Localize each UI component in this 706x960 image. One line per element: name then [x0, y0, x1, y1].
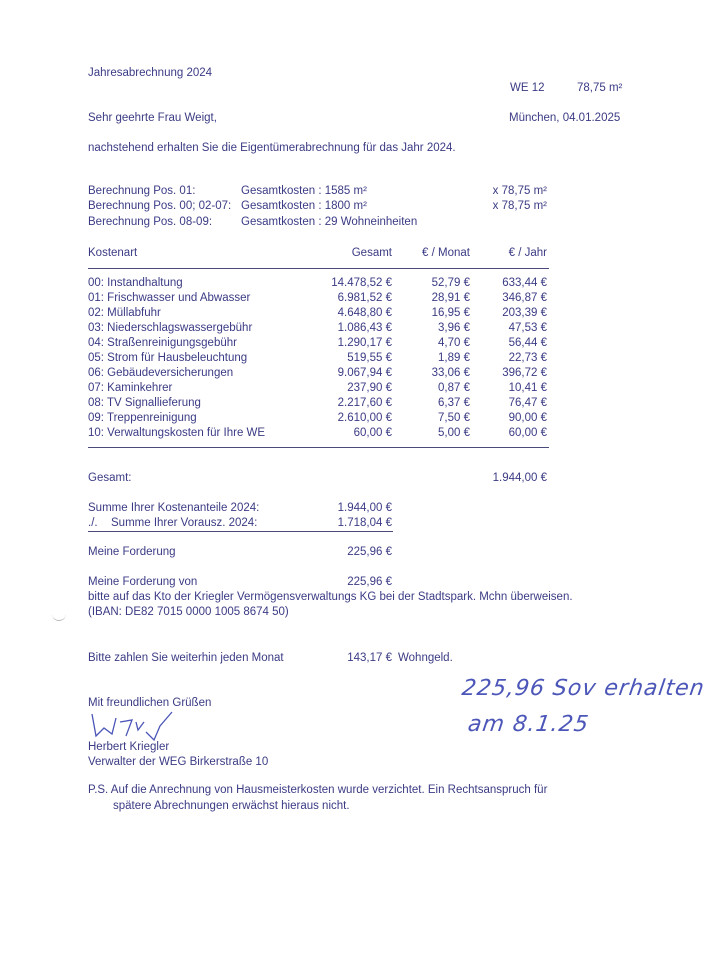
unit-area: 78,75 m² — [577, 82, 623, 94]
cost-type: 01: Frischwasser und Abwasser — [88, 292, 251, 304]
cost-total: 1.290,17 € — [337, 337, 392, 349]
cost-total: 14.478,52 € — [331, 277, 392, 289]
cost-yearly: 76,47 € — [508, 397, 547, 409]
document-title: Jahresabrechnung 2024 — [88, 67, 213, 79]
cost-type: 05: Strom für Hausbeleuchtung — [88, 352, 248, 364]
prepay-label: Summe Ihrer Vorausz. 2024: — [111, 517, 258, 529]
cost-monthly: 28,91 € — [431, 292, 470, 304]
cost-yearly: 47,53 € — [508, 322, 547, 334]
handwritten-note-line-1: 225,96 Sov erhalten — [460, 676, 706, 701]
summary-divider — [88, 531, 393, 532]
basis-value: Gesamtkosten : 1800 m² — [241, 200, 367, 212]
handwritten-note-line-2: am 8.1.25 — [466, 712, 591, 737]
cost-type: 02: Müllabfuhr — [88, 307, 161, 319]
cost-yearly: 22,73 € — [508, 352, 547, 364]
share-value: 1.944,00 € — [337, 502, 392, 514]
cost-total: 1.086,43 € — [337, 322, 392, 334]
claim-value: 225,96 € — [347, 546, 392, 558]
transfer-text: bitte auf das Kto der Kriegler Vermögensverwaltungs KG bei der Stadtspark. Mchn überweisen. — [88, 591, 573, 603]
column-header-yearly: € / Jahr — [508, 247, 547, 259]
cost-yearly: 60,00 € — [508, 427, 547, 439]
claim2-value: 225,96 € — [347, 576, 392, 588]
cost-monthly: 3,96 € — [438, 322, 470, 334]
basis-value: Gesamtkosten : 29 Wohneinheiten — [241, 216, 418, 228]
prepay-value: 1.718,04 € — [337, 517, 392, 529]
basis-value: Gesamtkosten : 1585 m² — [241, 185, 367, 197]
cost-monthly: 1,89 € — [438, 352, 470, 364]
iban-text: (IBAN: DE82 7015 0000 1005 8674 50) — [88, 606, 289, 618]
cost-monthly: 52,79 € — [431, 277, 470, 289]
claim2-label: Meine Forderung von — [88, 576, 198, 588]
cost-total: 60,00 € — [353, 427, 392, 439]
cost-monthly: 33,06 € — [431, 367, 470, 379]
cost-type: 04: Straßenreinigungsgebühr — [88, 337, 237, 349]
punch-hole-mark — [52, 612, 66, 621]
claim-label: Meine Forderung — [88, 546, 176, 558]
cost-yearly: 396,72 € — [502, 367, 547, 379]
cost-monthly: 16,95 € — [431, 307, 470, 319]
cost-monthly: 5,00 € — [438, 427, 470, 439]
prepay-prefix: ./. — [88, 517, 98, 529]
basis-label: Berechnung Pos. 00; 02-07: — [88, 200, 232, 212]
cost-yearly: 56,44 € — [508, 337, 547, 349]
cost-total: 2.610,00 € — [337, 412, 392, 424]
cost-total: 9.067,94 € — [337, 367, 392, 379]
closing-greeting: Mit freundlichen Grüßen — [88, 697, 212, 709]
column-header-total: Gesamt — [351, 247, 392, 259]
cost-yearly: 203,39 € — [502, 307, 547, 319]
cost-total: 6.981,52 € — [337, 292, 392, 304]
basis-factor: x 78,75 m² — [492, 200, 547, 212]
cost-monthly: 7,50 € — [438, 412, 470, 424]
cost-monthly: 0,87 € — [438, 382, 470, 394]
ps-line-2: spätere Abrechnungen erwächst hieraus nicht. — [113, 800, 350, 812]
total-label: Gesamt: — [88, 472, 132, 484]
cost-yearly: 346,87 € — [502, 292, 547, 304]
monthly-label: Bitte zahlen Sie weiterhin jeden Monat — [88, 652, 284, 664]
signature-image — [88, 708, 188, 742]
cost-type: 08: TV Signallieferung — [88, 397, 201, 409]
column-header-monthly: € / Monat — [422, 247, 470, 259]
cost-type: 10: Verwaltungskosten für Ihre WE — [88, 427, 266, 439]
cost-type: 07: Kaminkehrer — [88, 382, 173, 394]
signer-name: Herbert Kriegler — [88, 741, 170, 753]
cost-monthly: 4,70 € — [438, 337, 470, 349]
cost-total: 237,90 € — [347, 382, 392, 394]
basis-label: Berechnung Pos. 01: — [88, 185, 196, 197]
header-divider — [88, 268, 549, 269]
cost-type: 00: Instandhaltung — [88, 277, 183, 289]
monthly-suffix: Wohngeld. — [398, 652, 453, 664]
salutation: Sehr geehrte Frau Weigt, — [88, 112, 217, 124]
share-label: Summe Ihrer Kostenanteile 2024: — [88, 502, 260, 514]
intro-text: nachstehend erhalten Sie die Eigentümerabrechnung für das Jahr 2024. — [88, 142, 456, 154]
unit-number: WE 12 — [510, 82, 545, 94]
ps-line-1: P.S. Auf die Anrechnung von Hausmeisterkosten wurde verzichtet. Ein Rechtsanspruch für — [88, 784, 548, 796]
column-header-cost-type: Kostenart — [88, 247, 138, 259]
cost-total: 2.217,60 € — [337, 397, 392, 409]
cost-total: 519,55 € — [347, 352, 392, 364]
total-value: 1.944,00 € — [492, 472, 547, 484]
basis-factor: x 78,75 m² — [492, 185, 547, 197]
cost-total: 4.648,80 € — [337, 307, 392, 319]
table-bottom-divider — [88, 447, 549, 448]
cost-yearly: 633,44 € — [502, 277, 547, 289]
monthly-value: 143,17 € — [347, 652, 392, 664]
cost-monthly: 6,37 € — [438, 397, 470, 409]
cost-yearly: 10,41 € — [508, 382, 547, 394]
signer-role: Verwalter der WEG Birkerstraße 10 — [88, 756, 269, 768]
cost-yearly: 90,00 € — [508, 412, 547, 424]
cost-type: 06: Gebäudeversicherungen — [88, 367, 234, 379]
basis-label: Berechnung Pos. 08-09: — [88, 216, 213, 228]
cost-type: 03: Niederschlagswassergebühr — [88, 322, 253, 334]
place-date: München, 04.01.2025 — [509, 112, 621, 124]
cost-type: 09: Treppenreinigung — [88, 412, 197, 424]
